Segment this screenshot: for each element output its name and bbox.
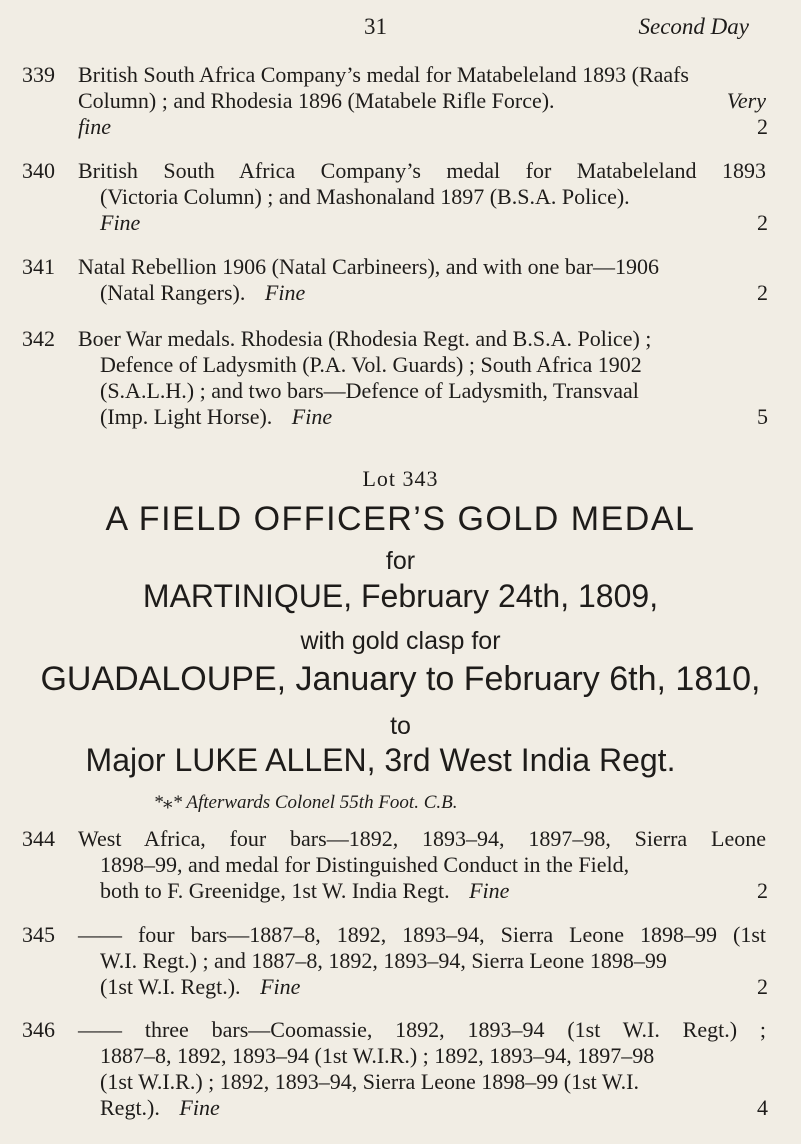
description-line: (Natal Rangers). Fine xyxy=(100,280,306,305)
description-line: Boer War medals. Rhodesia (Rhodesia Regt. and B.S.A. Police) ; xyxy=(78,326,652,351)
feature-to: to xyxy=(390,712,411,740)
description-line: (1st W.I.R.) ; 1892, 1893–94, Sierra Leone 1898–99 (1st W.I. xyxy=(100,1069,639,1094)
description-line: Natal Rebellion 1906 (Natal Carbineers), and with one bar—1906 xyxy=(78,254,660,279)
lot-number: 346 xyxy=(22,1017,55,1042)
description-line: —— four bars—1887–8, 1892, 1893–94, Sierra Leone 1898–99 (1st xyxy=(78,922,766,947)
lot-number: 339 xyxy=(22,62,55,87)
feature-note: *⁎* Afterwards Colonel 55th Foot. C.B. xyxy=(153,792,458,813)
grade-text: Fine xyxy=(264,280,306,305)
page-header xyxy=(0,14,801,46)
lot-number: 340 xyxy=(22,158,55,183)
lot-number: 344 xyxy=(22,826,55,851)
grade-text: Fine xyxy=(260,974,301,999)
description-line: W.I. Regt.) ; and 1887–8, 1892, 1893–94, Sierra Leone 1898–99 xyxy=(100,948,667,973)
description-line: Column) ; and Rhodesia 1896 (Matabele Rifle Force). Very xyxy=(78,88,766,113)
page-number: 31 xyxy=(364,14,387,39)
description-line: (Victoria Column) ; and Mashonaland 1897 (B.S.A. Police). xyxy=(100,184,630,209)
feature-for: for xyxy=(385,547,416,575)
description-line: West Africa, four bars—1892, 1893–94, 1897–98, Sierra Leone xyxy=(78,826,766,851)
lot-price: 2 xyxy=(757,974,768,999)
grade-text: Fine xyxy=(469,878,510,903)
lot-number: 341 xyxy=(22,254,55,279)
grade-text: Fine xyxy=(179,1095,220,1120)
feature-place-martinique: MARTINIQUE, February 24th, 1809, xyxy=(142,578,659,614)
description-line: (S.A.L.H.) ; and two bars—Defence of Ladysmith, Transvaal xyxy=(100,378,639,403)
lot-price: 4 xyxy=(757,1095,768,1120)
lot-description xyxy=(78,254,766,306)
grade-text: Fine xyxy=(291,404,333,429)
lot-description xyxy=(78,1017,766,1121)
description-line: (Imp. Light Horse). Fine xyxy=(100,404,333,429)
grade-text: Very xyxy=(726,88,766,113)
description-line: Regt.). Fine xyxy=(100,1095,220,1120)
lot-description xyxy=(78,326,766,430)
lot-price: 5 xyxy=(757,404,768,429)
day-label: Second Day xyxy=(638,14,749,39)
description-line: 1898–99, and medal for Distinguished Conduct in the Field, xyxy=(100,852,630,877)
description-line: (1st W.I. Regt.). Fine xyxy=(100,974,301,999)
lot-description xyxy=(78,826,766,904)
description-line: —— three bars—Coomassie, 1892, 1893–94 (1st W.I. Regt.) ; xyxy=(78,1017,766,1042)
description-line: both to F. Greenidge, 1st W. India Regt. Fine xyxy=(100,878,510,903)
lot-price: 2 xyxy=(757,210,768,235)
description-line: 1887–8, 1892, 1893–94 (1st W.I.R.) ; 1892, 1893–94, 1897–98 xyxy=(100,1043,655,1068)
feature-lot-label: Lot 343 xyxy=(362,466,439,491)
grade-text: Fine xyxy=(100,210,141,235)
description-line: Defence of Ladysmith (P.A. Vol. Guards) ; South Africa 1902 xyxy=(100,352,642,377)
lot-number: 345 xyxy=(22,922,55,947)
lot-description xyxy=(78,922,766,1000)
lot-description xyxy=(78,62,766,140)
lot-price: 2 xyxy=(757,878,768,903)
feature-title: A FIELD OFFICER’S GOLD MEDAL xyxy=(105,500,696,538)
lot-price: 2 xyxy=(757,280,768,305)
lot-number: 342 xyxy=(22,326,55,351)
feature-clasp: with gold clasp for xyxy=(300,627,501,655)
feature-place-guadaloupe: GUADALOUPE, January to February 6th, 1810, xyxy=(40,660,761,698)
grade-text: fine xyxy=(78,114,111,139)
description-line: British South Africa Company’s medal for Matabeleland 1893 (Raafs xyxy=(78,62,689,87)
lot-description xyxy=(78,158,766,236)
lot-price: 2 xyxy=(757,114,768,139)
description-line: British South Africa Company’s medal for Matabeleland 1893 xyxy=(78,158,766,183)
feature-recipient: Major LUKE ALLEN, 3rd West India Regt. xyxy=(85,742,676,778)
